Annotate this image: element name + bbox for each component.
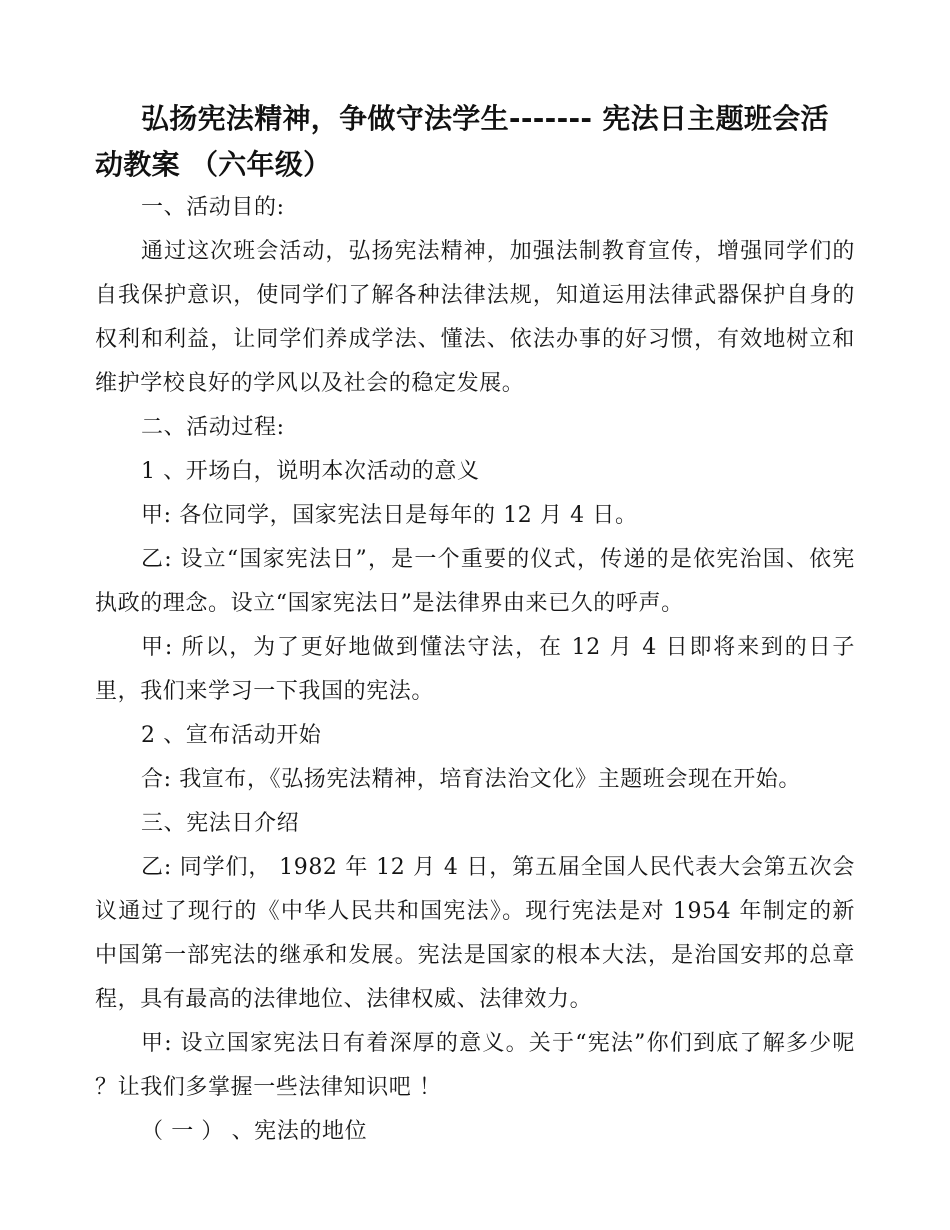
dialogue-line: 甲: 设立国家宪法日有着深厚的意义。关于“宪法”你们到底了解多少呢 ？让我们多掌握一些法律知识吧 ！ — [95, 1031, 855, 1100]
paragraph-purpose-text: 通过这次班会活动，弘扬宪法精神，加强法制教育宣传，增强同学们的自我保护意识，使同学们了解各种法律法规，知道运用法律武器保护自身的权利和利益，让同学们养成学法、懂法、依法办事的好习惯，有效地树立和维护学校良好的学风以及社会的稳定发展。 — [95, 239, 855, 396]
subheading-opening: 1 、开场白，说明本次活动的意义 — [141, 459, 480, 484]
dialogue-line: 甲: 各位同学，国家宪法日是每年的 12 月 4 日。 — [141, 503, 638, 528]
section-heading-purpose: 一、活动目的: — [141, 195, 285, 220]
dialogue-line: 甲: 所以，为了更好地做到懂法守法，在 12 月 4 日即将来到的日子里，我们来学习一下我国的宪法。 — [95, 635, 855, 704]
subheading-constitution-status: （ 一 ） 、宪法的地位 — [141, 1119, 368, 1144]
dialogue-line: 乙: 设立“国家宪法日”，是一个重要的仪式，传递的是依宪治国、依宪执政的理念。设立“国家宪法日”是法律界由来已久的呼声。 — [95, 547, 855, 616]
document-title: 弘扬宪法精神，争做守法学生------- 宪法日主题班会活动教案 （六年级） — [95, 102, 829, 181]
section-heading-process: 二、活动过程: — [141, 415, 285, 440]
document-body — [95, 186, 855, 1154]
subheading-announce-start: 2 、宣布活动开始 — [141, 723, 322, 748]
dialogue-line: 合: 我宣布，《弘扬宪法精神，培育法治文化》主题班会现在开始。 — [141, 767, 802, 792]
section-heading-constitution-day: 三、宪法日介绍 — [141, 811, 300, 836]
dialogue-line: 乙: 同学们， 1982 年 12 月 4 日，第五届全国人民代表大会第五次会议通过了现行的《中华人民共和国宪法》。现行宪法是对 1954 年制定的新中国第一部宪法的继承和发展。宪法是国家的根本大法，是治国安邦的总章程，具有最高的法律地位、法律权威、法律效力。 — [95, 855, 855, 1012]
